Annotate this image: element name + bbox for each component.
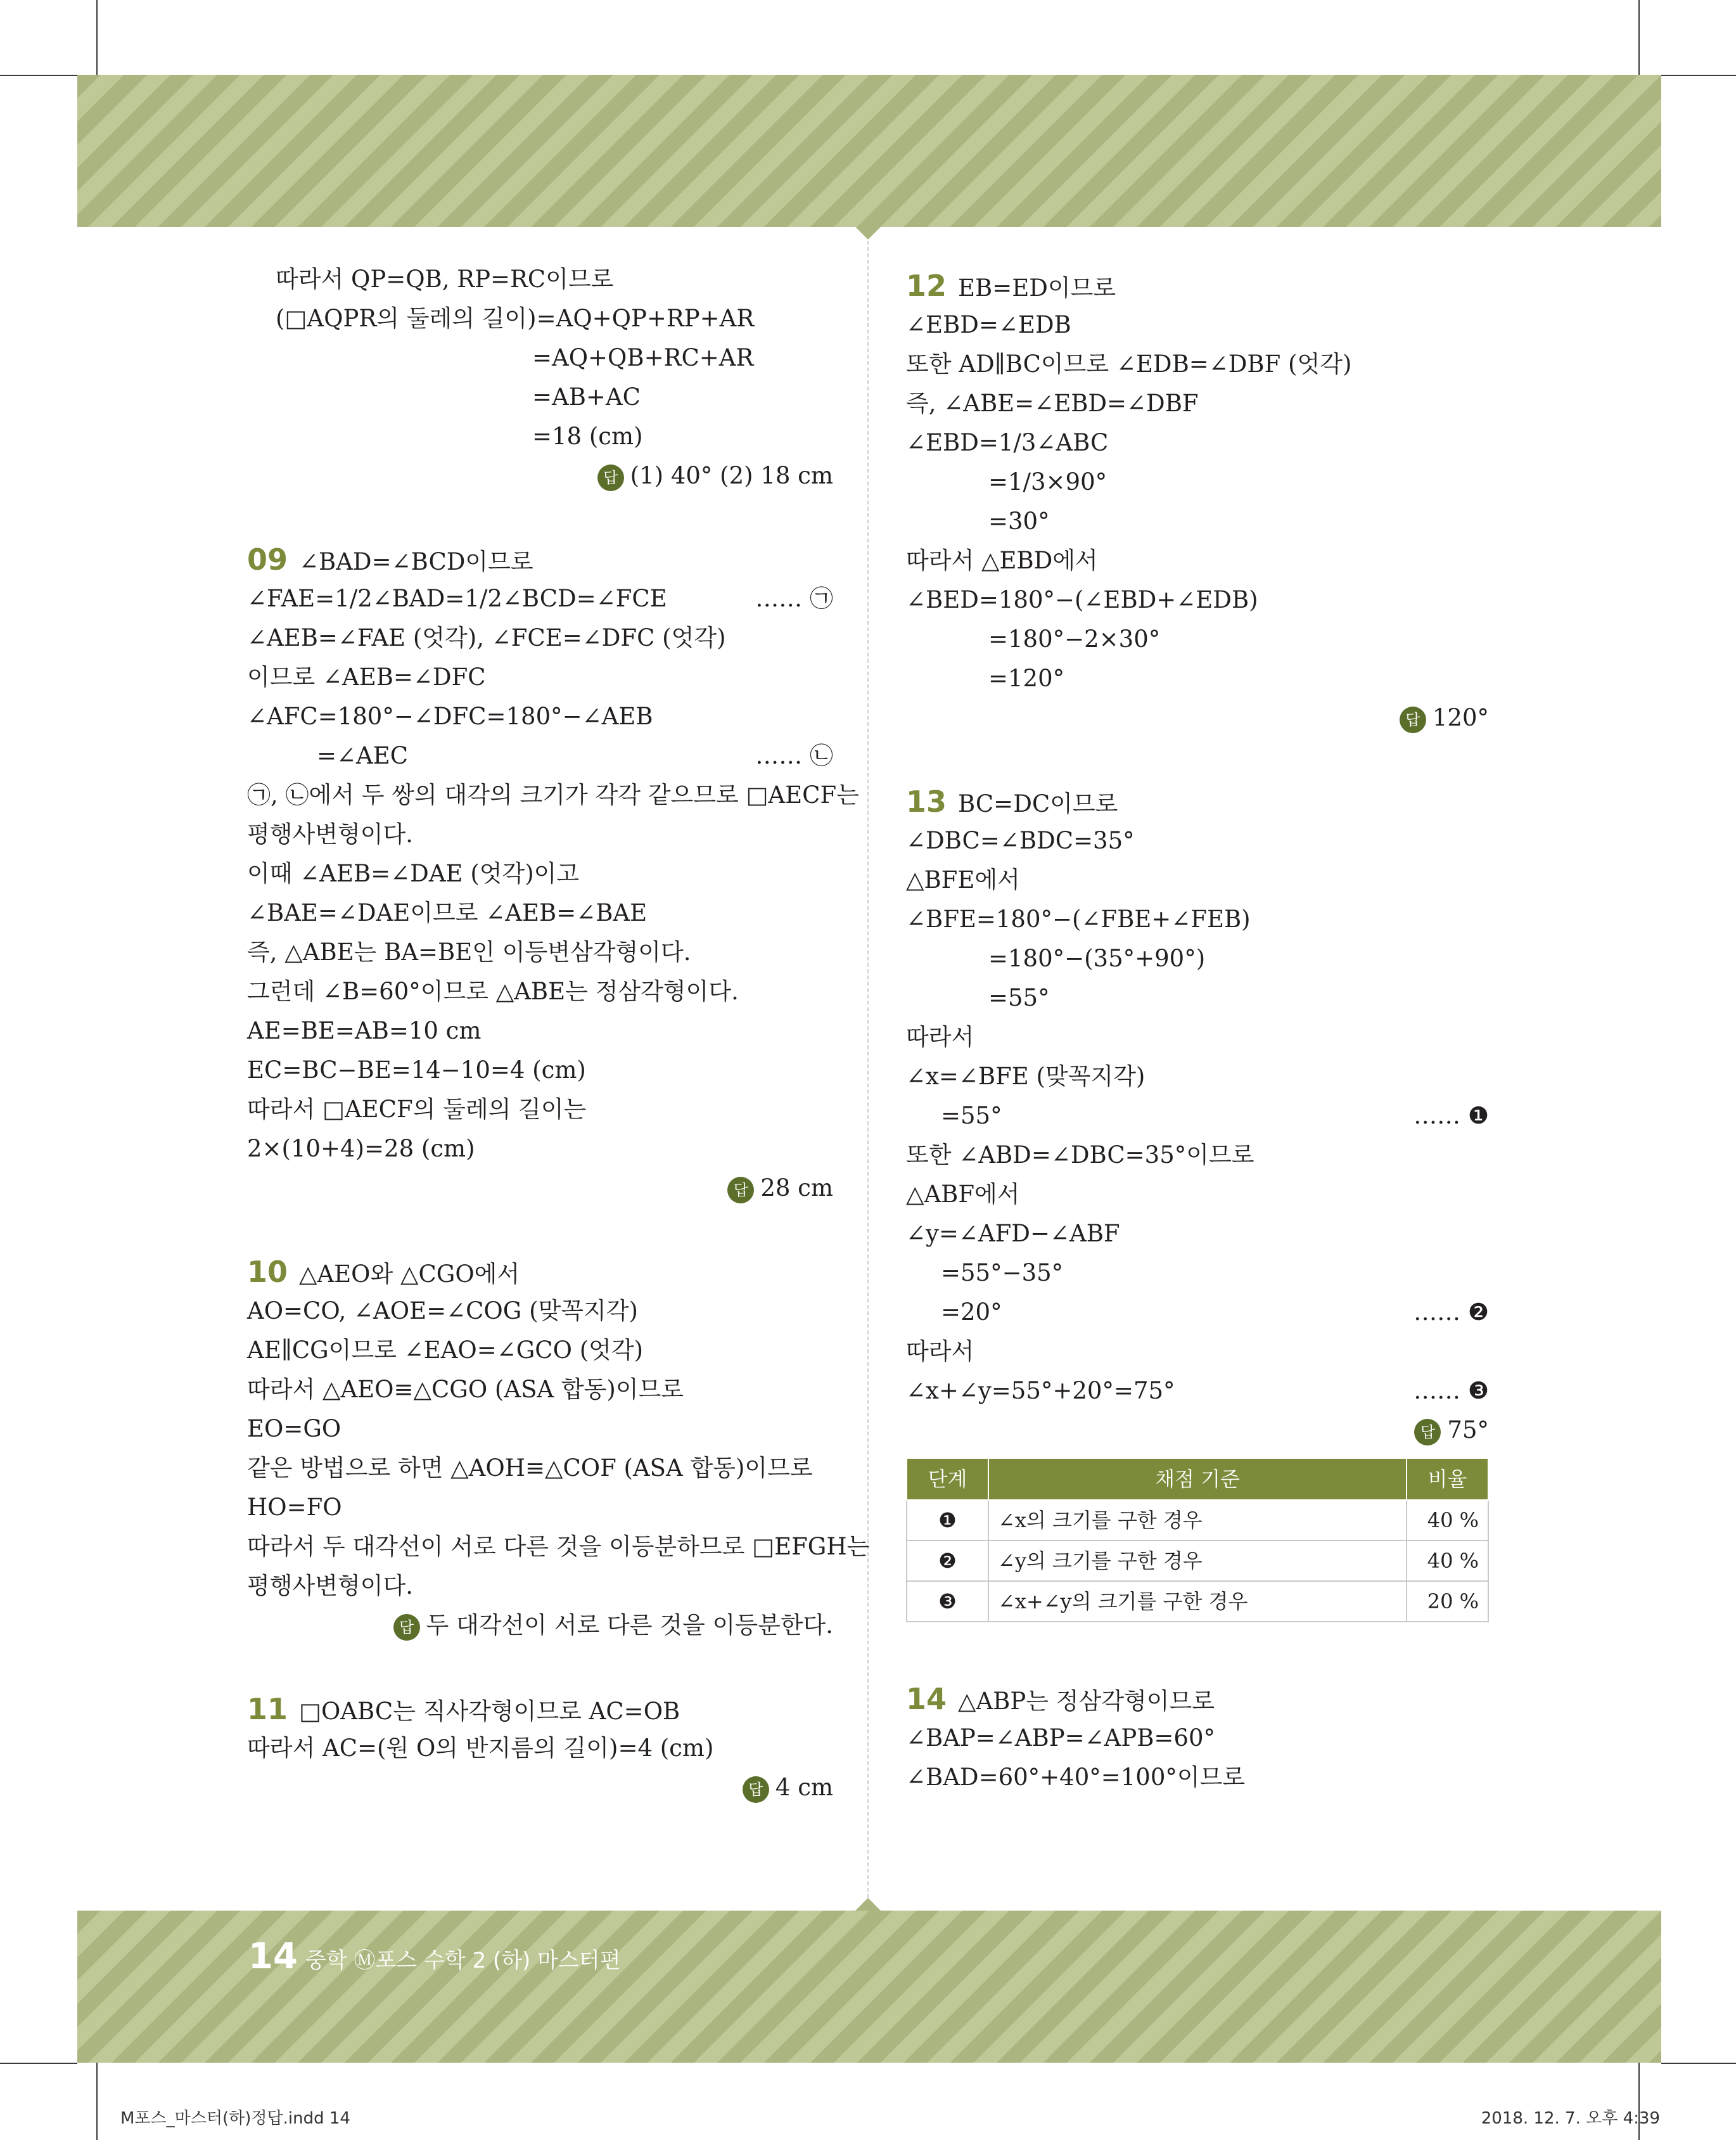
answer-text: 4 cm: [775, 1774, 833, 1801]
table-row: [907, 1500, 1488, 1541]
text-line: (□AQPR의 둘레의 길이)=AQ+QP+RP+AR: [276, 305, 755, 332]
step-marker: …… ㉠: [755, 585, 833, 612]
table-cell: ∠x의 크기를 구한 경우: [988, 1500, 1407, 1541]
text-line: △ABF에서: [906, 1181, 1020, 1208]
answer-text: 120°: [1432, 704, 1489, 731]
answer-text: 75°: [1447, 1416, 1489, 1444]
answer-badge: 답: [1400, 707, 1426, 733]
table-cell: ∠x+∠y의 크기를 구한 경우: [988, 1581, 1407, 1622]
step-marker: …… ㉡: [755, 742, 833, 769]
header-band: [77, 75, 1661, 227]
text-line: 같은 방법으로 하면 △AOH≡△COF (ASA 합동)이므로: [247, 1454, 813, 1482]
answer-text: (1) 40° (2) 18 cm: [630, 462, 833, 489]
text-line: 즉, ∠ABE=∠EBD=∠DBF: [906, 390, 1199, 417]
column-divider: [867, 228, 869, 1911]
table-cell: 40 %: [1407, 1541, 1488, 1581]
text-line: =18 (cm): [532, 423, 643, 450]
text-line: 따라서: [906, 1338, 974, 1365]
text-line: 2×(10+4)=28 (cm): [247, 1135, 475, 1162]
step-marker: …… ❸: [1414, 1377, 1489, 1404]
text-line: =55°−35°: [941, 1259, 1064, 1286]
text-line: 그런데 ∠B=60°이므로 △ABE는 정삼각형이다.: [247, 978, 739, 1005]
text-line: 따라서 QP=QB, RP=RC이므로: [276, 266, 614, 293]
text-line: HO=FO: [247, 1494, 342, 1521]
text-line-with-marker: [906, 1096, 1489, 1136]
text-line-with-marker: [247, 579, 833, 618]
answer-badge: 답: [1414, 1419, 1441, 1445]
text-line: AE=BE=AB=10 cm: [247, 1017, 482, 1044]
divider-notch-bottom: [855, 1898, 881, 1911]
text-line: ㉠, ㉡에서 두 쌍의 대각의 크기가 각각 같으므로 □AECF는: [247, 781, 859, 809]
text-line: 즉, △ABE는 BA=BE인 이등변삼각형이다.: [247, 939, 691, 966]
table-cell: 40 %: [1407, 1500, 1488, 1541]
text-line: ∠FAE=1/2∠BAD=1/2∠BCD=∠FCE: [247, 585, 667, 612]
text-line: ∠DBC=∠BDC=35°: [906, 827, 1135, 854]
step-marker: …… ❷: [1414, 1298, 1489, 1326]
spacer: [906, 1622, 1489, 1679]
answer-badge: 답: [597, 465, 624, 491]
text-line-with-marker: [906, 1293, 1489, 1332]
answer-line: [247, 1169, 833, 1208]
book-title: 중학 Ⓜ포스 수학 2 (하) 마스터편: [305, 1948, 621, 1973]
spacer: [247, 1208, 833, 1252]
crop-mark: [96, 0, 98, 75]
table-cell: 20 %: [1407, 1581, 1488, 1622]
table-header-row: [907, 1458, 1488, 1500]
problem-11-header: [247, 1689, 833, 1729]
text-line: =AQ+QB+RC+AR: [532, 344, 754, 371]
answer-line: [906, 1411, 1489, 1450]
text-line: 따라서: [906, 1023, 974, 1051]
right-column: [906, 266, 1489, 1797]
table-cell: ❸: [907, 1581, 988, 1622]
text-line: ∠x=∠BFE (맞꼭지각): [906, 1063, 1146, 1090]
text-line: 따라서 두 대각선이 서로 다른 것을 이등분하므로 □EFGH는: [247, 1533, 870, 1560]
text-line: ∠y=∠AFD−∠ABF: [906, 1220, 1120, 1247]
text-line: ∠EBD=1/3∠ABC: [906, 429, 1109, 456]
problem-number: 12: [906, 269, 947, 303]
text-line: =1/3×90°: [988, 468, 1107, 496]
text-line: 따라서 AC=(원 O의 반지름의 길이)=4 (cm): [247, 1734, 714, 1762]
text-line: =55°: [941, 1102, 1002, 1129]
text-line: =180°−(35°+90°): [988, 945, 1206, 972]
text-line: EO=GO: [247, 1415, 341, 1442]
text-line: AO=CO, ∠AOE=∠COG (맞꼭지각): [247, 1297, 638, 1324]
spacer: [906, 738, 1489, 782]
answer-line: [247, 1606, 833, 1645]
text-line: ∠BAD=∠BCD이므로: [299, 548, 533, 575]
crop-mark: [1661, 75, 1736, 76]
problem-14-header: [906, 1679, 1489, 1719]
table-cell: ❷: [907, 1541, 988, 1581]
text-line: 또한 AD∥BC이므로 ∠EDB=∠DBF (엇각): [906, 350, 1352, 378]
table-row: [907, 1541, 1488, 1581]
spacer: [247, 496, 833, 540]
text-line: =30°: [988, 508, 1050, 535]
text-line: =20°: [941, 1298, 1002, 1326]
text-line: □OABC는 직사각형이므로 AC=OB: [299, 1698, 680, 1725]
answer-line: [247, 456, 833, 496]
text-line: ∠EBD=∠EDB: [906, 311, 1071, 338]
file-slug: M포스_마스터(하)정답.indd 14: [120, 2109, 350, 2128]
answer-badge: 답: [743, 1776, 769, 1803]
problem-number: 11: [247, 1692, 288, 1726]
text-line-with-marker: [247, 736, 833, 776]
text-line: 따라서 △EBD에서: [906, 547, 1098, 574]
text-line: △AEO와 △CGO에서: [299, 1260, 520, 1288]
text-line: 이때 ∠AEB=∠DAE (엇각)이고: [247, 860, 580, 887]
table-row: [907, 1581, 1488, 1622]
problem-12-header: [906, 266, 1489, 305]
text-line: ∠x+∠y=55°+20°=75°: [906, 1377, 1175, 1404]
text-line: AE∥CG이므로 ∠EAO=∠GCO (엇각): [247, 1336, 644, 1364]
text-line: 평행사변형이다.: [247, 821, 413, 848]
text-line: =120°: [988, 665, 1065, 692]
table-header: 비율: [1407, 1458, 1488, 1500]
problem-10-header: [247, 1252, 833, 1291]
text-line: 따라서 □AECF의 둘레의 길이는: [247, 1096, 587, 1123]
crop-mark: [1638, 0, 1640, 75]
text-line: =55°: [988, 984, 1050, 1011]
problem-number: 09: [247, 542, 288, 577]
table-header: 단계: [907, 1458, 988, 1500]
table-cell: ❶: [907, 1500, 988, 1541]
text-line: ∠AEB=∠FAE (엇각), ∠FCE=∠DFC (엇각): [247, 624, 726, 651]
text-line: 따라서 △AEO≡△CGO (ASA 합동)이므로: [247, 1376, 684, 1403]
divider-notch-top: [855, 227, 881, 240]
text-line: ∠BAE=∠DAE이므로 ∠AEB=∠BAE: [247, 899, 648, 926]
crop-mark: [1661, 2063, 1736, 2064]
print-date: 2018. 12. 7. 오후 4:39: [1481, 2109, 1660, 2128]
table-cell: ∠y의 크기를 구한 경우: [988, 1541, 1407, 1581]
problem-number: 14: [906, 1682, 947, 1716]
text-line: =AB+AC: [532, 383, 641, 411]
table-header: 채점 기준: [988, 1458, 1407, 1500]
answer-badge: 답: [727, 1177, 754, 1203]
step-marker: …… ❶: [1414, 1102, 1489, 1129]
problem-number: 10: [247, 1255, 288, 1289]
text-line: 평행사변형이다.: [247, 1572, 413, 1599]
crop-mark: [96, 2063, 98, 2140]
scoring-table: [906, 1458, 1489, 1622]
crop-mark: [0, 2063, 77, 2064]
text-line: BC=DC이므로: [958, 790, 1118, 817]
text-line: △BFE에서: [906, 866, 1020, 894]
answer-line: [247, 1768, 833, 1807]
text-line: ∠BFE=180°−(∠FBE+∠FEB): [906, 906, 1251, 933]
spacer: [247, 1645, 833, 1689]
text-line: 또한 ∠ABD=∠DBC=35°이므로: [906, 1141, 1254, 1169]
text-line: EC=BC−BE=14−10=4 (cm): [247, 1056, 586, 1084]
answer-badge: 답: [393, 1614, 420, 1641]
page-number: 14: [248, 1936, 298, 1977]
problem-13-header: [906, 782, 1489, 821]
text-line: ∠BED=180°−(∠EBD+∠EDB): [906, 586, 1258, 613]
text-line: 이므로 ∠AEB=∠DFC: [247, 663, 486, 691]
problem-09-header: [247, 540, 833, 579]
left-column: [247, 260, 870, 1807]
answer-line: [906, 698, 1489, 738]
text-line-with-marker: [906, 1371, 1489, 1411]
text-line: EB=ED이므로: [958, 274, 1116, 302]
footer-band: [77, 1911, 1661, 2063]
text-line: ∠AFC=180°−∠DFC=180°−∠AEB: [247, 703, 653, 730]
answer-text: 28 cm: [760, 1174, 833, 1201]
crop-mark: [0, 75, 77, 76]
text-line: ∠BAP=∠ABP=∠APB=60°: [906, 1724, 1216, 1752]
text-line: ∠BAD=60°+40°=100°이므로: [906, 1764, 1246, 1791]
text-line: △ABP는 정삼각형이므로: [958, 1688, 1215, 1715]
text-line: =∠AEC: [317, 742, 409, 769]
problem-number: 13: [906, 785, 947, 819]
text-line: =180°−2×30°: [988, 625, 1161, 653]
answer-text: 두 대각선이 서로 다른 것을 이등분한다.: [426, 1611, 833, 1639]
